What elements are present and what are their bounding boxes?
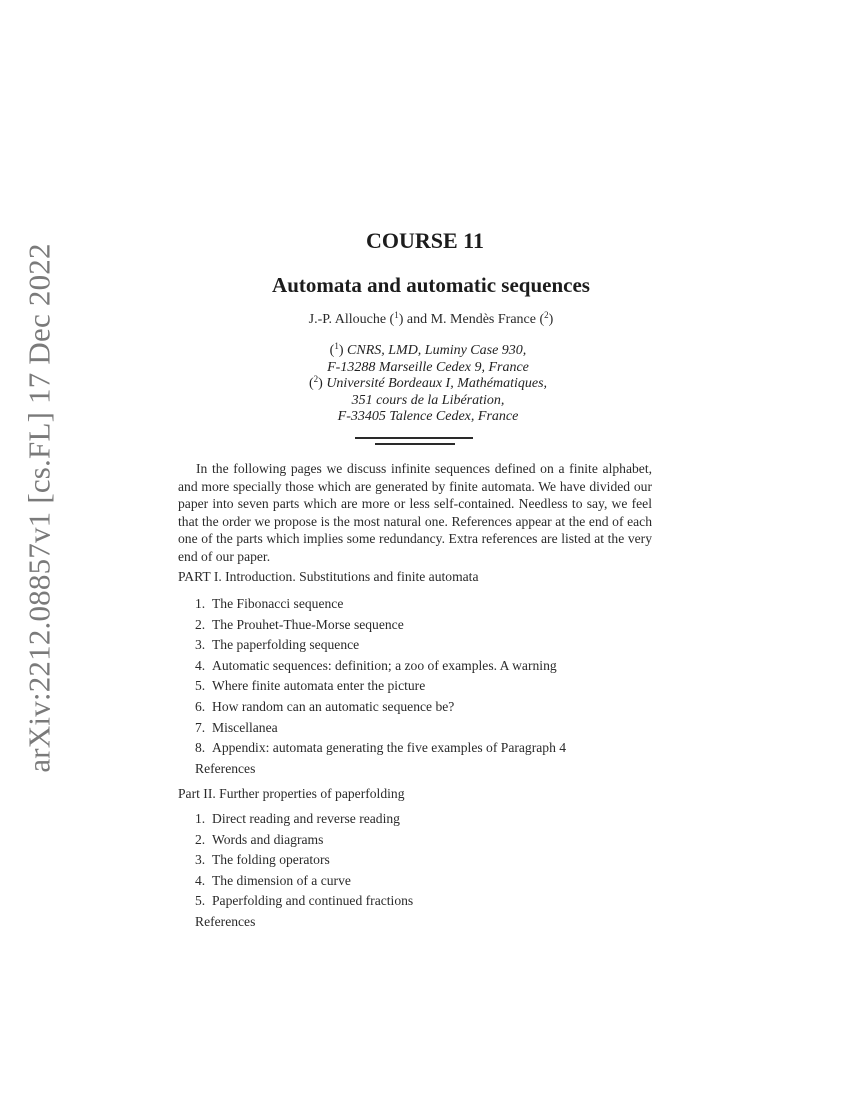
toc-number: 2. [195,616,206,632]
toc-item [195,656,566,677]
part-1-contents [195,594,566,779]
arxiv-stamp [22,243,58,773]
toc-item [195,850,413,871]
title-rule-short [375,443,455,445]
affiliation-line [6,360,850,377]
toc-label: Direct reading and reverse reading [212,811,400,826]
author-1-mark: 1 [394,310,399,320]
aff-mark-open: ( [308,376,314,392]
part-1-heading: PART I. Introduction. Substitutions and finite automata [178,569,479,584]
toc-number: 2. [195,831,206,847]
toc-label: Words and diagrams [212,831,324,847]
toc-number: 5. [195,893,206,909]
toc-number: 3. [195,852,206,868]
affiliation-text: F-33405 Talence Cedex, France [337,409,519,425]
toc-label: The Prouhet-Thue-Morse sequence [212,616,404,632]
aff-mark-close: ) [318,376,327,392]
affiliation-text: Université Bordeaux I, Mathématiques, [326,376,548,392]
affiliation-text: F-13288 Marseille Cedex 9, France [327,359,529,375]
toc-number: 5. [195,678,206,694]
toc-label: Miscellanea [212,719,278,735]
toc-item [195,830,413,851]
course-label: COURSE 11 [366,228,484,253]
part-2-contents [195,809,413,933]
affiliation-line [6,393,850,410]
toc-item [195,594,566,615]
affiliation-line [6,376,850,393]
aff-mark: 2 [313,374,319,385]
toc-label: The dimension of a curve [212,872,351,888]
toc-item [195,635,566,656]
toc-number: 6. [195,698,206,714]
author-joiner: ) and M. Mendès France ( [398,312,545,327]
toc-item [195,676,566,697]
toc-number: 3. [195,637,206,653]
aff-mark-open: ( [329,343,335,358]
affiliations [0,343,850,426]
toc-number: 1. [195,811,206,826]
toc-references: References [195,760,256,776]
toc-item [195,809,413,830]
aff-mark-close: ) [338,343,348,358]
affiliation-text: CNRS, LMD, Luminy Case 930, [347,343,527,358]
title-rule-long [355,437,473,439]
toc-item [195,891,413,912]
part-2-heading: Part II. Further properties of paperfolding [178,786,405,801]
toc-label: The Fibonacci sequence [212,596,344,611]
toc-label: Automatic sequences: definition; a zoo of examples. A warning [212,657,557,673]
toc-label: Appendix: automata generating the five examples of Paragraph 4 [212,740,567,756]
toc-item [195,871,413,892]
paper-title: Automata and automatic sequences [272,273,590,297]
author-close: ) [548,312,554,327]
toc-label: The paperfolding sequence [212,637,360,653]
toc-label: Where finite automata enter the picture [212,678,426,694]
toc-item [195,738,566,759]
aff-mark: 1 [334,341,339,351]
affiliation-line [6,343,850,360]
toc-label: Paperfolding and continued fractions [212,893,414,909]
author-2-mark: 2 [544,310,549,320]
toc-number: 4. [195,872,206,888]
affiliation-line [6,409,850,426]
toc-references: References [195,913,256,929]
abstract-paragraph: In the following pages we discuss infinite sequences defined on a finite alphabet, and more specially those which are generated by finite automata. We have divided our paper into seven parts which are more or less self-contained. Needless to say, we feel that the order we propose is the most natural one. References appear at the end of each one of the parts which implies some redundancy. Extra references are listed at the very end of our paper. [178,461,652,564]
toc-label: How random can an automatic sequence be? [212,698,455,714]
author-1: J.-P. Allouche ( [308,312,395,327]
toc-number: 1. [195,596,206,611]
toc-number: 7. [195,719,206,735]
toc-number: 8. [195,740,206,756]
arxiv-identifier: arXiv:2212.08857v1 [cs.FL] 17 Dec 2022 [22,243,58,773]
toc-number: 4. [195,657,206,673]
toc-item [195,615,566,636]
toc-label: The folding operators [212,852,330,868]
toc-item [195,697,566,718]
affiliation-text: 351 cours de la Libération, [351,392,505,408]
toc-item [195,718,566,739]
authors-line [0,312,850,328]
